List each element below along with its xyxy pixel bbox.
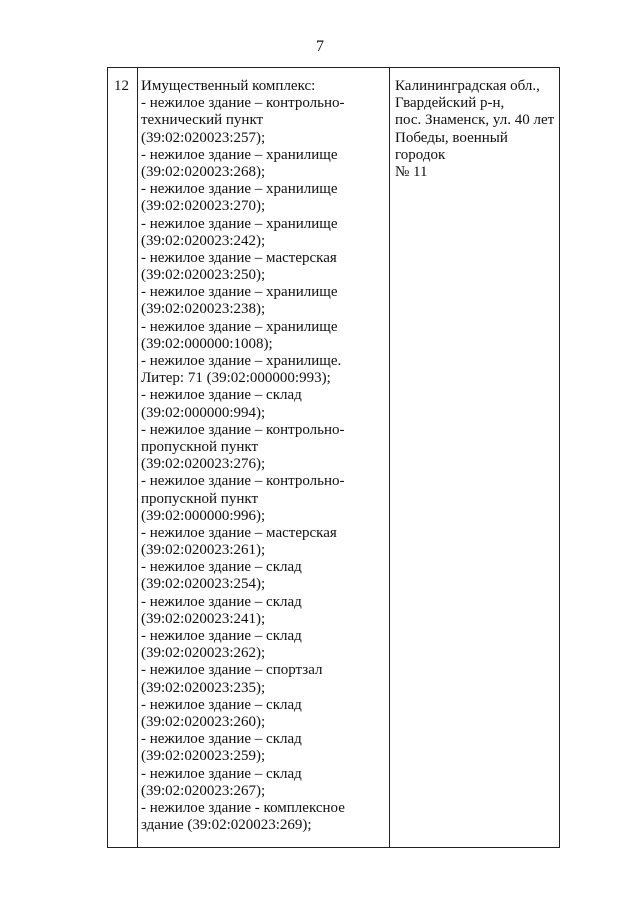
property-table xyxy=(107,67,560,848)
description-line: (39:02:020023:267); xyxy=(141,782,266,799)
description-line: (39:02:020023:235); xyxy=(141,679,266,696)
description-line: пропускной пункт xyxy=(141,490,259,507)
description-line: - нежилое здание – спортзал xyxy=(141,662,323,679)
row-number-cell: 12 xyxy=(114,78,129,94)
description-line: - нежилое здание – хранилище xyxy=(141,146,338,163)
description-line: (39:02:020023:259); xyxy=(141,748,266,765)
description-line: (39:02:020023:238); xyxy=(141,301,266,318)
description-line: (39:02:000000:1008); xyxy=(141,335,273,352)
description-line: - нежилое здание – склад xyxy=(141,628,302,644)
description-line: - нежилое здание – хранилище. xyxy=(141,353,342,369)
description-line: (39:02:020023:262); xyxy=(141,645,266,662)
description-line: пропускной пункт xyxy=(141,438,259,455)
description-line: - нежилое здание – контрольно- xyxy=(141,421,345,438)
description-line: - нежилое здание – хранилище xyxy=(141,284,338,301)
description-line: - нежилое здание – склад xyxy=(141,387,302,404)
description-line: - нежилое здание – хранилище xyxy=(141,181,338,198)
description-line: - нежилое здание – склад xyxy=(141,731,302,748)
column-divider xyxy=(389,68,390,847)
description-line: (39:02:020023:270); xyxy=(141,198,266,215)
address-line: Калининградская обл., xyxy=(395,78,540,94)
description-line: - нежилое здание – контрольно- xyxy=(141,95,345,112)
address-line: Победы, военный xyxy=(395,129,508,146)
description-line: - нежилое здание – хранилище xyxy=(141,318,338,335)
description-line: (39:02:020023:260); xyxy=(141,713,266,730)
description-line: (39:02:020023:254); xyxy=(141,576,266,593)
description-line: (39:02:020023:268); xyxy=(141,163,266,180)
description-line: - нежилое здание – контрольно- xyxy=(141,473,345,490)
description-line: - нежилое здание – склад xyxy=(141,765,302,782)
page-number: 7 xyxy=(316,38,324,55)
property-description-cell xyxy=(141,78,345,834)
description-line: (39:02:020023:250); xyxy=(141,267,266,284)
description-line: - нежилое здание – склад xyxy=(141,696,302,713)
description-line: - нежилое здание – хранилище xyxy=(141,215,338,232)
description-line: (39:02:020023:276); xyxy=(141,456,266,473)
description-line: Литер: 71 (39:02:000000:993); xyxy=(141,370,331,387)
description-line: - нежилое здание – мастерская xyxy=(141,524,337,541)
description-line: (39:02:020023:257); xyxy=(141,129,266,146)
description-line: - нежилое здание - комплексное xyxy=(141,799,345,816)
description-line: (39:02:000000:994); xyxy=(141,404,266,421)
description-line: (39:02:020023:242); xyxy=(141,232,266,249)
description-line: (39:02:000000:996); xyxy=(141,507,266,524)
description-line: - нежилое здание – склад xyxy=(141,593,302,610)
address-cell xyxy=(395,78,554,181)
description-line: (39:02:020023:261); xyxy=(141,542,266,559)
address-line: № 11 xyxy=(395,163,428,180)
address-line: городок xyxy=(395,146,446,163)
description-line: - нежилое здание – мастерская xyxy=(141,249,337,266)
description-line: - нежилое здание – склад xyxy=(141,559,302,576)
description-line: технический пункт xyxy=(141,112,264,129)
description-line: Имущественный комплекс: xyxy=(141,78,316,94)
column-divider xyxy=(137,68,138,847)
address-line: Гвардейский р-н, xyxy=(395,95,505,112)
address-line: пос. Знаменск, ул. 40 лет xyxy=(395,112,555,129)
description-line: здание (39:02:020023:269); xyxy=(141,817,312,834)
description-line: (39:02:020023:241); xyxy=(141,610,266,627)
